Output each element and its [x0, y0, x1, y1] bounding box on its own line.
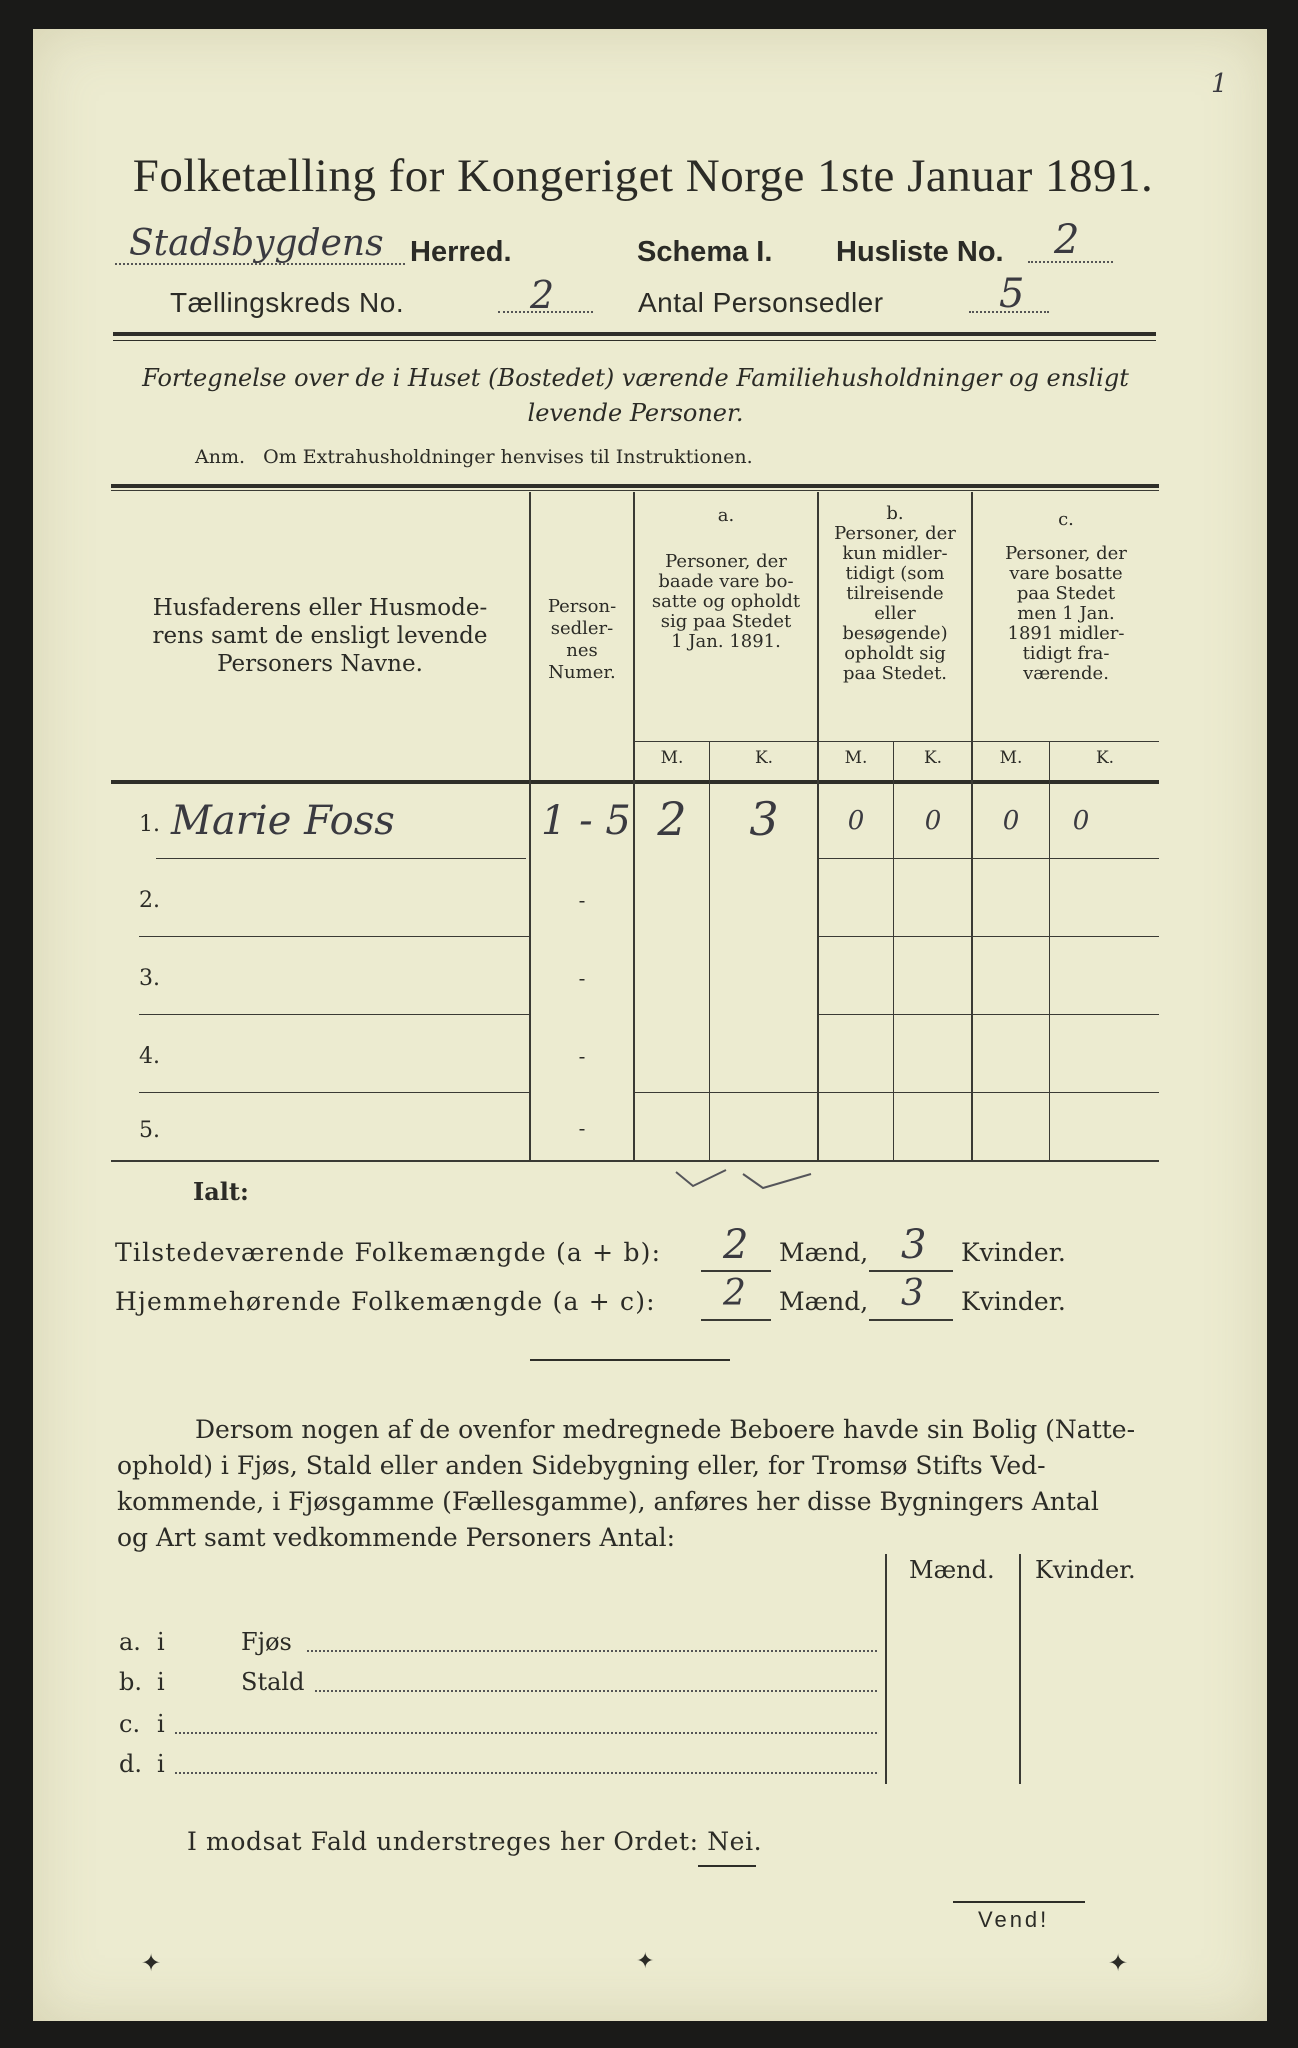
totals-resident-k: 3	[901, 1273, 924, 1314]
col-header-number-line: Person-	[547, 596, 617, 617]
totals-present-maend: Mænd,	[779, 1238, 869, 1267]
col-a-line: baade vare bo-	[658, 571, 794, 592]
schema-label: Schema I.	[637, 236, 773, 268]
col-a-line: Personer, der	[665, 551, 787, 572]
buildings-para-line: og Art samt vedkommende Personers Antal:	[117, 1523, 676, 1552]
buildings-row-i: i	[157, 1668, 165, 1696]
totals-resident-label: Hjemmehørende Folkemængde (a + c):	[115, 1287, 656, 1316]
intro-line-2: levende Personer.	[527, 399, 744, 427]
anm-text: Om Extrahusholdninger henvises til Instruktionen.	[263, 446, 753, 468]
table-row	[111, 862, 1159, 940]
buildings-row-letter: c.	[119, 1710, 141, 1738]
col-b-line: tidigt (som	[845, 563, 945, 584]
col-a-line: satte og opholdt	[651, 591, 801, 612]
col-c-line: vare bosatte	[1009, 563, 1123, 584]
kreds-value: 2	[530, 273, 555, 317]
col-header-number-line: Numer.	[548, 662, 616, 683]
corner-mark-center: ✦	[636, 1949, 655, 1974]
kreds-label: Tællingskreds No.	[170, 287, 405, 318]
col-b-letter: b.	[886, 503, 904, 524]
totals-resident-maend: Mænd,	[779, 1287, 869, 1316]
anm-note	[195, 446, 753, 468]
row-name: Marie Foss	[171, 798, 395, 844]
section-divider	[530, 1359, 730, 1361]
buildings-row-i: i	[157, 1750, 165, 1778]
row-sedler: -	[578, 1044, 586, 1068]
totals-present-k-field	[869, 1222, 953, 1272]
col-a-line: 1 Jan. 1891.	[671, 631, 781, 652]
totals-line-present	[115, 1222, 1175, 1274]
household-table	[111, 484, 1159, 1204]
col-header-number	[531, 596, 633, 684]
buildings-row	[117, 1710, 877, 1746]
nei-underline	[698, 1865, 756, 1867]
table-row	[111, 1096, 1159, 1160]
col-b-line: tilreisende	[846, 583, 944, 604]
col-a-line: sig paa Stedet	[660, 611, 792, 632]
col-header-b	[819, 504, 971, 684]
col-b-line: kun midler-	[842, 543, 948, 564]
row-sedler: -	[578, 1116, 586, 1140]
ialt-label: Ialt:	[193, 1177, 249, 1206]
table-row	[111, 940, 1159, 1018]
col-c-line: Personer, der	[1005, 543, 1127, 564]
col-b-line: eller	[874, 603, 916, 624]
husliste-field	[1028, 217, 1113, 269]
husliste-label: Husliste No.	[836, 236, 1004, 268]
buildings-table	[117, 1554, 1167, 1794]
vend-rule	[953, 1901, 1085, 1903]
header-rule	[113, 332, 1156, 336]
footer-note: I modsat Fald understreges her Ordet: Nei.	[187, 1827, 763, 1856]
buildings-row-letter: a.	[119, 1628, 141, 1656]
buildings-row	[117, 1668, 877, 1704]
buildings-row-i: i	[157, 1710, 165, 1738]
row-number: 3.	[139, 966, 160, 991]
col-header-name-line: Husfaderens eller Husmode-	[152, 595, 488, 621]
buildings-row-letter: b.	[119, 1668, 142, 1696]
sub-header-c-m: M.	[999, 748, 1023, 768]
totals-present-m: 2	[723, 1222, 749, 1268]
col-header-name-line: rens samt de ensligt levende	[152, 623, 488, 649]
row-number: 5.	[139, 1118, 160, 1143]
anm-label: Anm.	[195, 446, 246, 468]
col-header-number-line: sedler-	[550, 618, 614, 639]
col-c-line: paa Stedet	[1016, 583, 1116, 604]
col-c-letter: c.	[1058, 509, 1074, 530]
buildings-para-line: kommende, i Fjøsgamme (Fællesgamme), anføres her disse Bygningers Antal	[117, 1487, 1099, 1516]
herred-field	[115, 223, 405, 273]
col-header-number-line: nes	[566, 640, 598, 661]
sub-header-c-k: K.	[1095, 748, 1115, 768]
table-row	[111, 784, 1159, 862]
totals-present-label: Tilstedeværende Folkemængde (a + b):	[115, 1238, 662, 1267]
buildings-row-i: i	[157, 1628, 165, 1656]
totals-resident-m-field	[701, 1273, 771, 1321]
sub-header-b-m: M.	[844, 748, 868, 768]
buildings-row	[117, 1750, 877, 1786]
sub-header-a-k: K.	[754, 748, 774, 768]
buildings-col-kvinder: Kvinder.	[1035, 1556, 1136, 1584]
totals-resident-m: 2	[723, 1273, 746, 1314]
buildings-row	[117, 1628, 877, 1664]
totals-line-resident	[115, 1273, 1175, 1323]
col-a-letter: a.	[717, 505, 735, 526]
col-b-line: Personer, der	[834, 523, 956, 544]
antal-field	[969, 271, 1049, 319]
antal-value: 5	[999, 271, 1025, 317]
row-b-m: 0	[847, 806, 865, 836]
totals-present-kvinder: Kvinder.	[961, 1238, 1066, 1267]
col-c-line: 1891 midler-	[1007, 623, 1125, 644]
col-header-c	[973, 510, 1159, 684]
row-a-k: 3	[749, 792, 779, 846]
totals-resident-kvinder: Kvinder.	[961, 1287, 1066, 1316]
row-number: 1.	[139, 812, 160, 837]
col-b-line: paa Stedet.	[842, 663, 948, 684]
buildings-para-line: Dersom nogen af de ovenfor medregnede Beboere havde sin Bolig (Natte-	[195, 1415, 1136, 1444]
form-title: Folketælling for Kongeriget Norge 1ste Januar 1891.	[132, 150, 1154, 202]
row-sedler: 1 - 5	[541, 798, 631, 844]
buildings-paragraph	[117, 1412, 1167, 1556]
col-header-a	[635, 506, 817, 652]
page-mark: 1	[1211, 69, 1228, 99]
herred-value: Stadsbygdens	[129, 223, 384, 264]
row-number: 2.	[139, 888, 160, 913]
corner-mark-left: ✦	[141, 1949, 162, 1977]
totals-present-k: 3	[901, 1222, 927, 1268]
col-c-line: værende.	[1023, 663, 1109, 684]
row-a-m: 2	[657, 792, 687, 846]
col-header-name	[111, 594, 529, 678]
totals-present-m-field	[701, 1222, 771, 1272]
antal-label: Antal Personsedler	[638, 287, 884, 318]
row-c-m: 0	[1002, 806, 1020, 836]
sub-header-a-m: M.	[660, 748, 684, 768]
col-c-line: tidigt fra-	[1022, 643, 1110, 664]
row-sedler: -	[578, 888, 586, 912]
buildings-row-label: Stald	[241, 1668, 305, 1696]
herred-label: Herred.	[410, 236, 512, 268]
row-b-k: 0	[924, 806, 942, 836]
row-number: 4.	[139, 1044, 160, 1069]
census-form-page	[33, 29, 1267, 2021]
buildings-row-label: Fjøs	[241, 1628, 292, 1656]
col-b-line: opholdt sig	[844, 643, 946, 664]
header-rule-thin	[113, 340, 1156, 341]
corner-mark-right: ✦	[1108, 1949, 1129, 1977]
col-c-line: men 1 Jan.	[1017, 603, 1115, 624]
col-header-name-line: Personers Navne.	[217, 651, 423, 677]
sub-header-b-k: K.	[923, 748, 943, 768]
intro-line-1: Fortegnelse over de i Huset (Bostedet) værende Familiehusholdninger og ensligt	[142, 364, 1129, 392]
row-c-k: 0	[1072, 806, 1090, 836]
kreds-field	[498, 273, 593, 319]
totals-resident-k-field	[869, 1273, 953, 1321]
table-row	[111, 1018, 1159, 1096]
vend-label: Vend!	[978, 1907, 1050, 1932]
row-sedler: -	[578, 966, 586, 990]
tally-tick-marks	[671, 1164, 851, 1204]
husliste-value: 2	[1054, 217, 1080, 263]
col-b-line: besøgende)	[842, 623, 948, 644]
buildings-para-line: ophold) i Fjøs, Stald eller anden Sidebygning eller, for Tromsø Stifts Ved-	[117, 1451, 1046, 1480]
buildings-row-letter: d.	[119, 1750, 142, 1778]
buildings-col-maend: Mænd.	[909, 1556, 995, 1584]
